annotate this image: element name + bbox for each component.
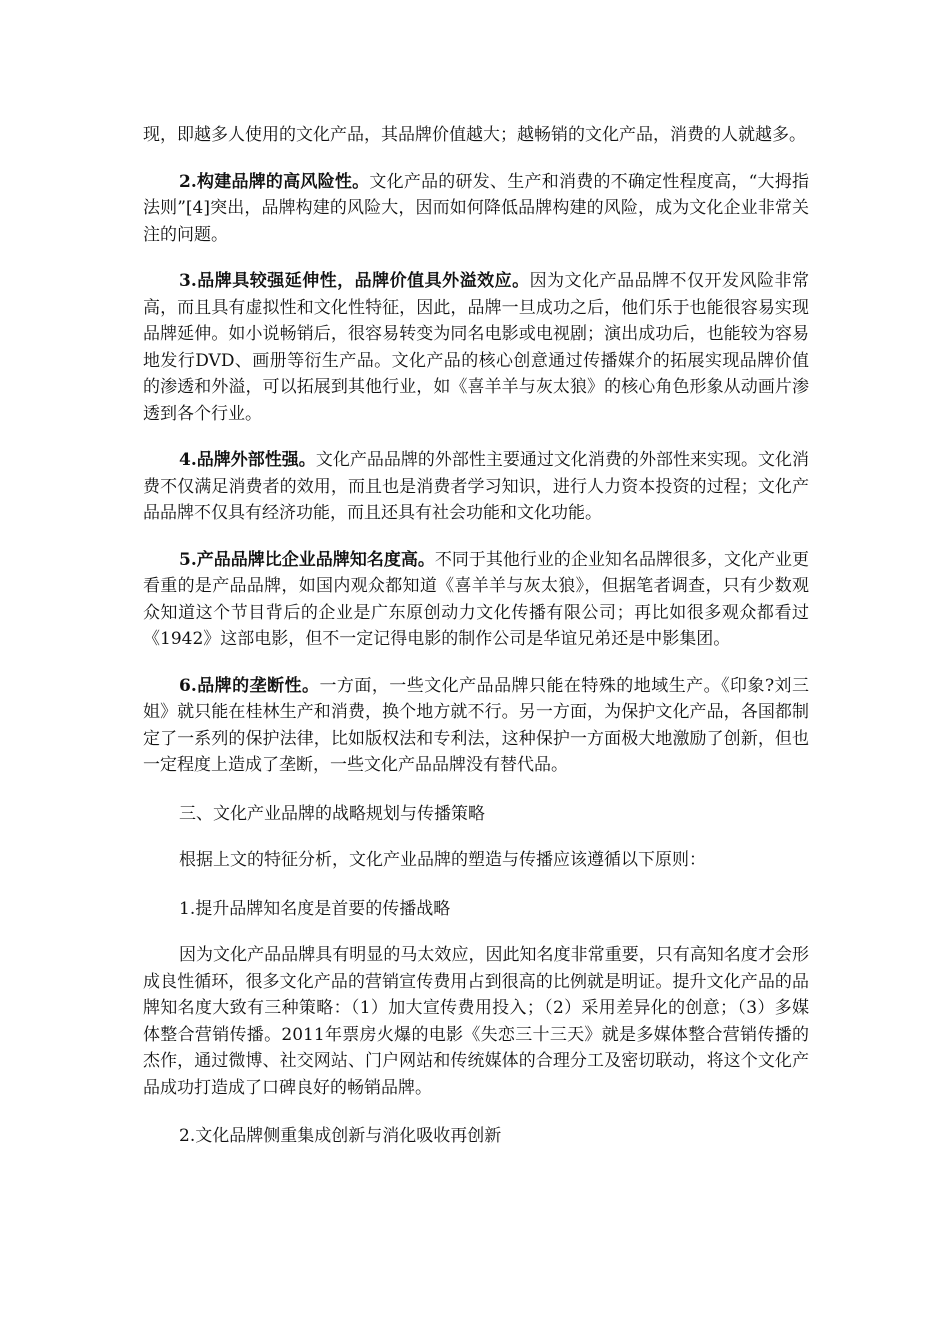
- paragraph-body: 一方面，一些文化产品品牌只能在特殊的地域生产。《印象?刘三姐》就只能在桂林生产和消费，换个地方就不行。另一方面，为保护文化产品，各国都制定了一系列的保护法律，比如版权法和专利法，这种保护一方面极大地激励了创新，但也一定程度上造成了垄断，一些文化产品品牌没有替代品。: [143, 675, 809, 775]
- paragraph-body: 文化产品品牌的外部性主要通过文化消费的外部性来实现。文化消费不仅满足消费者的效用，而且也是消费者学习知识，进行人力资本投资的过程；文化产品品牌不仅具有经济功能，而且还具有社会功能和文化功能。: [143, 450, 810, 523]
- paragraph-high-risk: [143, 169, 809, 249]
- paragraph-monopoly: [143, 673, 809, 779]
- paragraph-continuation: 现，即越多人使用的文化产品，其品牌价值越大；越畅销的文化产品，消费的人就越多。: [143, 125, 806, 145]
- paragraph-body: 因为文化产品品牌不仅开发风险非常高，而且具有虚拟性和文化性特征，因此，品牌一旦成功之后，他们乐于也能很容易实现品牌延伸。如小说畅销后，很容易转变为同名电影或电视剧；演出成功后，也能较为容易地发行DVD、画册等衍生产品。文化产品的核心创意通过传播媒介的拓展实现品牌价值的渗透和外溢，可以拓展到其他行业，如《喜羊羊与灰太狼》的核心角色形象从动画片渗透到各个行业。: [143, 271, 810, 424]
- paragraph-intro: 根据上文的特征分析，文化产业品牌的塑造与传播应该遵循以下原则：: [179, 850, 706, 870]
- document-page: [143, 122, 809, 1150]
- paragraph-lead: 5.产品品牌比企业品牌知名度高。: [179, 549, 435, 570]
- section-heading: 三、文化产业品牌的战略规划与传播策略: [179, 803, 485, 824]
- paragraph-lead: 2.构建品牌的高风险性。: [179, 171, 370, 192]
- paragraph-lead: 3.品牌具较强延伸性，品牌价值具外溢效应。: [179, 271, 530, 291]
- subsection-heading: 2.文化品牌侧重集成创新与消化吸收再创新: [179, 1126, 502, 1146]
- paragraph-lead: 6.品牌的垄断性。: [179, 675, 320, 696]
- paragraph-lead: 4.品牌外部性强。: [179, 450, 316, 470]
- paragraph-extension: [143, 268, 809, 427]
- paragraph-externality: [143, 447, 809, 527]
- paragraph-body: 不同于其他行业的企业知名品牌很多，文化产业更看重的是产品品牌，如国内观众都知道《喜羊羊与灰太狼》，但据笔者调查，只有少数观众知道这个节目背后的企业是广东原创动力文化传播有限公司；再比如很多观众都看过《1942》这部电影，但不一定记得电影的制作公司是华谊兄弟还是中影集团。: [143, 549, 810, 649]
- paragraph-body: 文化产品的研发、生产和消费的不确定性程度高，“大拇指法则”[4]突出，品牌构建的风险大，因而如何降低品牌构建的风险，成为文化企业非常关注的问题。: [143, 171, 809, 245]
- paragraph-product-brand: [143, 547, 809, 653]
- subsection-heading: 1.提升品牌知名度是首要的传播战略: [179, 898, 451, 919]
- paragraph-awareness: 因为文化产品品牌具有明显的马太效应，因此知名度非常重要，只有高知名度才会形成良性循环，很多文化产品的营销宣传费用占到很高的比例就是明证。提升文化产品的品牌知名度大致有三种策略：（1）加大宣传费用投入；（2）采用差异化的创意；（3）多媒体整合营销传播。2011年票房火爆的电影《失恋三十三天》就是多媒体整合营销传播的杰作，通过微博、社交网站、门户网站和传统媒体的合理分工及密切联动，将这个文化产品成功打造成了口碑良好的畅销品牌。: [143, 945, 809, 1098]
